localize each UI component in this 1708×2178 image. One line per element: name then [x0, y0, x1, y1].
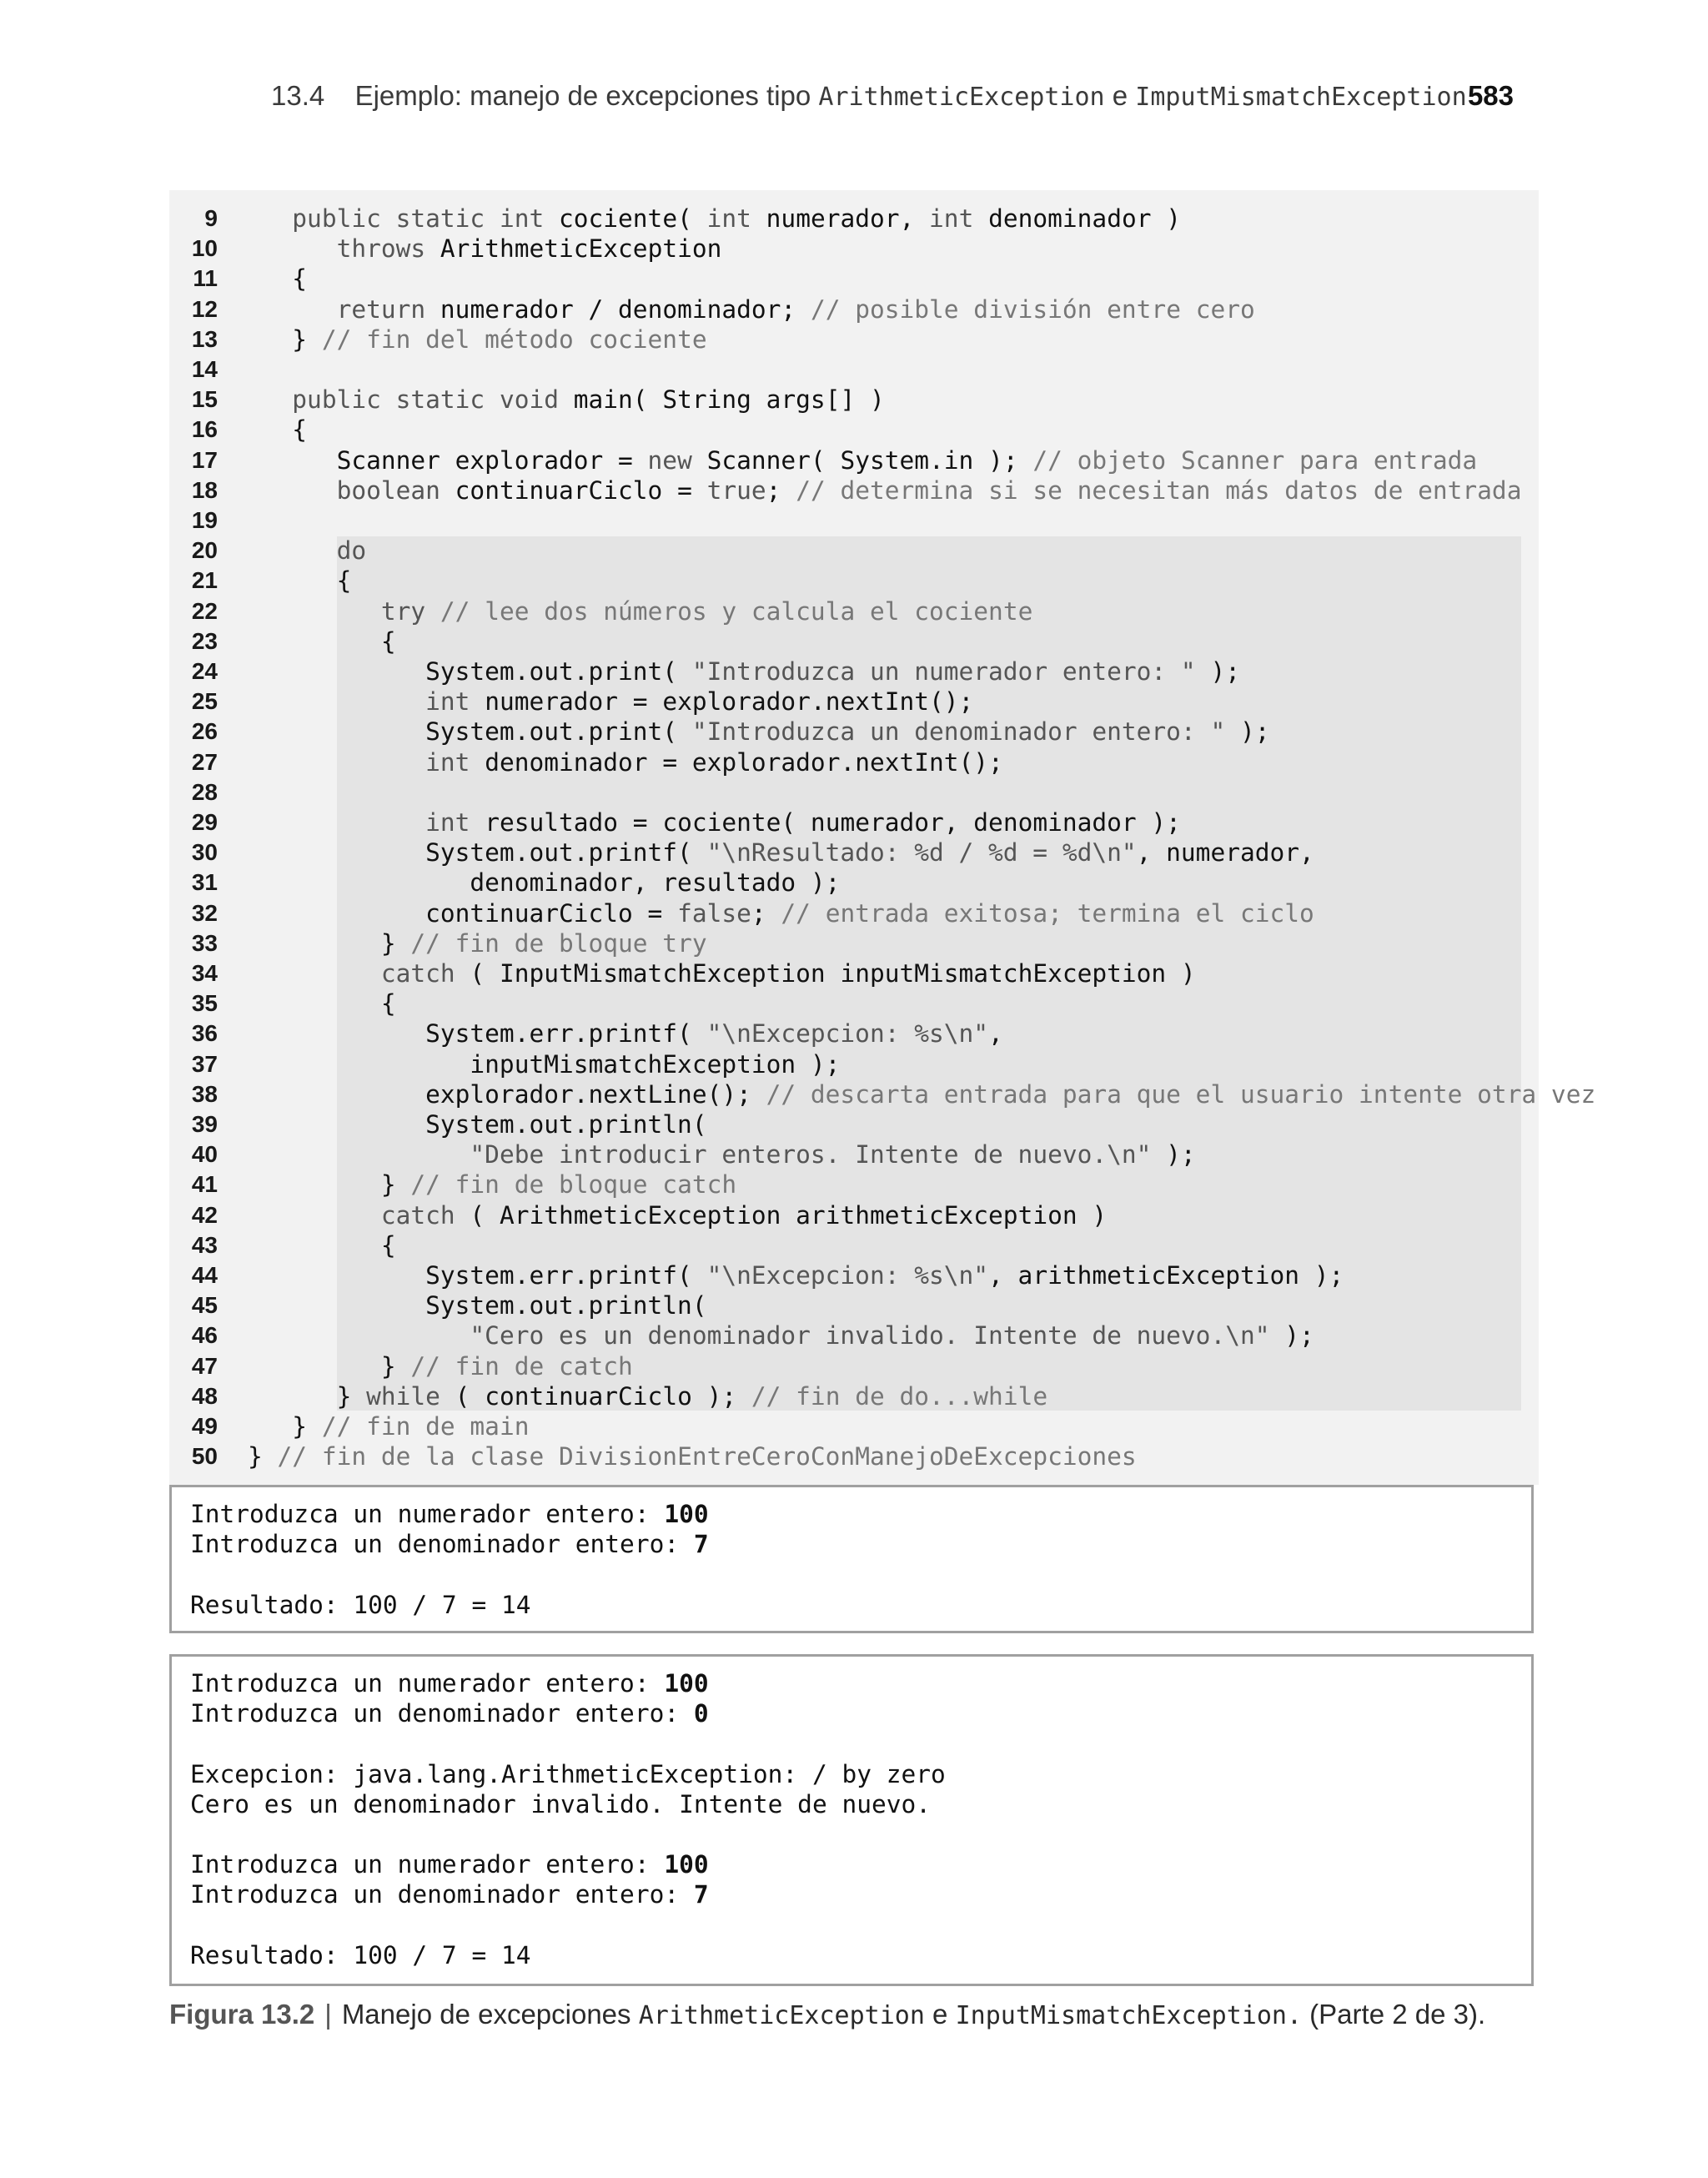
header-code-inputmismatch: ImputMismatchException: [1135, 83, 1467, 112]
line-number: 28: [191, 778, 218, 805]
code-text: [248, 748, 425, 777]
section-number: 13.4: [271, 80, 325, 111]
user-input: 7: [693, 1530, 709, 1559]
output-line: [190, 1499, 709, 1529]
code-text: cociente(: [544, 204, 707, 233]
output-text: Introduzca un numerador entero:: [190, 1500, 665, 1528]
line-number: 26: [191, 718, 218, 745]
output-text: Cero es un denominador invalido. Intente de nuevo.: [190, 1789, 932, 1818]
code-line: [248, 385, 885, 415]
code-text: }: [248, 1442, 278, 1471]
code-line: [248, 898, 1314, 928]
code-text: ,: [988, 1019, 1003, 1049]
code-text: );: [1269, 1321, 1314, 1351]
code-text: ( InputMismatchException inputMismatchException ): [455, 959, 1196, 988]
code-string: "Debe introducir enteros. Intente de nuevo.\n": [470, 1140, 1152, 1169]
user-input: 100: [664, 1500, 709, 1528]
line-number: 10: [191, 235, 218, 262]
line-number: 40: [191, 1141, 218, 1168]
caption-text-mid: e: [924, 1999, 956, 2030]
code-text: [248, 204, 292, 233]
line-number: 47: [191, 1352, 218, 1379]
code-line: [248, 1381, 1047, 1411]
line-number: 23: [191, 627, 218, 654]
user-input: 7: [693, 1880, 709, 1909]
code-line: [248, 475, 1521, 506]
code-line: [248, 1079, 1595, 1109]
line-number: 49: [191, 1413, 218, 1439]
code-string: "\nExcepcion: %s\n": [706, 1019, 989, 1049]
output-line: [190, 1849, 709, 1879]
code-comment: // fin de do...while: [751, 1381, 1048, 1411]
code-line: [248, 1200, 1107, 1230]
code-comment: // entrada exitosa; termina el ciclo: [781, 898, 1314, 928]
line-number: 30: [191, 839, 218, 866]
code-string: "Cero es un denominador invalido. Intente de nuevo.\n": [470, 1321, 1270, 1351]
code-text: Scanner( System.in );: [691, 445, 1033, 475]
code-keyword: int: [706, 204, 751, 233]
line-number: 16: [191, 416, 218, 443]
line-number: 25: [191, 688, 218, 715]
code-text: numerador,: [751, 204, 930, 233]
line-number: 45: [191, 1292, 218, 1319]
line-number: 37: [191, 1050, 218, 1077]
line-number: 9: [204, 205, 218, 231]
code-text: [425, 597, 440, 626]
code-comment: // fin de bloque catch: [410, 1170, 737, 1200]
line-number: 36: [191, 1020, 218, 1047]
line-number: 34: [191, 960, 218, 986]
code-line: [248, 958, 1196, 988]
code-text: inputMismatchException );: [248, 1049, 841, 1079]
header-title-text: Ejemplo: manejo de excepciones tipo: [354, 80, 819, 111]
caption-code-arithmetic: ArithmeticException: [638, 2001, 925, 2030]
code-string: "Introduzca un numerador entero: ": [691, 657, 1196, 686]
code-line: [248, 445, 1477, 475]
code-text: [248, 1140, 470, 1169]
code-keyword: true: [706, 475, 766, 505]
code-text: Scanner explorador =: [248, 445, 648, 475]
code-text: numerador = explorador.nextInt();: [470, 687, 974, 717]
code-line: [248, 1441, 1137, 1471]
output-line: [190, 1879, 709, 1909]
line-number: 42: [191, 1201, 218, 1228]
line-number: 39: [191, 1111, 218, 1137]
code-text: }: [248, 928, 411, 958]
user-input: 100: [664, 1850, 709, 1879]
code-line: [248, 1351, 633, 1381]
line-number: 13: [191, 325, 218, 352]
code-line: [248, 1139, 1196, 1169]
code-comment: // fin de la clase DivisionEntreCeroConManejoDeExcepciones: [277, 1442, 1137, 1471]
line-number: 38: [191, 1080, 218, 1107]
code-comment: // objeto Scanner para entrada: [1032, 445, 1478, 475]
caption-separator: |: [324, 1999, 332, 2030]
code-line: [248, 1260, 1344, 1290]
line-number: 19: [191, 507, 218, 533]
line-number: 20: [191, 537, 218, 564]
code-text: {: [248, 566, 352, 596]
code-line: [248, 988, 396, 1019]
line-number: 43: [191, 1231, 218, 1258]
code-comment: // descarta entrada para que el usuario intente otra vez: [766, 1079, 1596, 1109]
code-text: [248, 687, 425, 716]
code-keyword: new: [647, 445, 692, 475]
code-string: "\nResultado: %d / %d = %d\n": [706, 838, 1137, 868]
line-number: 27: [191, 748, 218, 775]
code-line: [248, 294, 1255, 324]
line-number: 35: [191, 990, 218, 1017]
code-line: [248, 234, 721, 264]
line-number: 15: [191, 386, 218, 413]
code-text: {: [248, 264, 308, 294]
user-input: 0: [693, 1699, 709, 1728]
code-keyword: int: [425, 808, 470, 837]
code-line: [248, 1169, 736, 1200]
code-text: );: [1151, 1140, 1196, 1169]
code-text: }: [248, 1170, 411, 1200]
code-text: [248, 234, 337, 263]
header-code-arithmetic: ArithmeticException: [818, 83, 1105, 112]
code-text: System.out.printf(: [248, 838, 707, 868]
code-comment: // determina si se necesitan más datos de entrada: [796, 475, 1522, 505]
code-text: ( ArithmeticException arithmeticException ): [455, 1200, 1108, 1230]
code-comment: // fin de bloque try: [410, 928, 707, 958]
code-comment: // fin del método cociente: [321, 324, 707, 354]
code-line: [248, 264, 307, 294]
code-text: }: [248, 1381, 367, 1411]
code-text: main( String args[] ): [559, 385, 885, 415]
output-text: Introduzca un denominador entero:: [190, 1530, 694, 1559]
code-text: denominador ): [973, 204, 1181, 233]
code-text: , arithmeticException );: [988, 1261, 1344, 1290]
user-input: 100: [664, 1669, 709, 1698]
code-line: [248, 1109, 707, 1139]
code-text: }: [248, 324, 322, 354]
code-line: [248, 1320, 1314, 1351]
code-comment: // lee dos números y calcula el cociente: [440, 596, 1033, 626]
line-number: 29: [191, 809, 218, 835]
line-number: 46: [191, 1322, 218, 1349]
output-window-2: [169, 1654, 1534, 1986]
code-text: resultado = cociente( numerador, denominador );: [470, 808, 1181, 837]
code-line: [248, 656, 1240, 687]
line-number: 22: [191, 597, 218, 624]
code-line: [248, 204, 1181, 234]
code-comment: // posible división entre cero: [810, 294, 1255, 324]
code-text: explorador.nextLine();: [248, 1079, 766, 1109]
code-text: );: [1195, 657, 1240, 686]
code-line: [248, 324, 707, 355]
code-text: {: [248, 415, 308, 445]
line-number: 11: [193, 265, 218, 292]
code-line: [248, 566, 351, 596]
code-text: [248, 959, 381, 988]
code-text: System.out.println(: [248, 1110, 707, 1139]
figure-caption: [169, 1999, 1485, 2030]
code-keyword: throws: [336, 234, 426, 264]
code-line: [248, 747, 1003, 777]
code-line: [248, 868, 840, 898]
code-keyword: return: [336, 294, 426, 324]
code-keyword: false: [677, 898, 751, 928]
code-line: [248, 687, 973, 717]
output-window-1: [169, 1485, 1534, 1633]
output-text: Resultado: 100 / 7 = 14: [190, 1590, 531, 1619]
code-text: numerador / denominador;: [425, 294, 811, 324]
code-line: [248, 717, 1270, 747]
line-number: 33: [191, 929, 218, 956]
code-comment: // fin de main: [321, 1412, 530, 1441]
running-header: [271, 80, 1514, 122]
code-text: System.out.println(: [248, 1291, 707, 1320]
caption-code-inputmismatch: InputMismatchException.: [955, 2001, 1303, 2030]
code-line: [248, 837, 1314, 868]
code-keyword: public static void: [292, 385, 559, 415]
output-line: [190, 1529, 709, 1559]
line-number: 48: [191, 1382, 218, 1409]
code-keyword: int: [425, 747, 470, 777]
code-line: [248, 1290, 707, 1320]
code-line: [248, 415, 307, 445]
code-text: }: [248, 1351, 411, 1381]
code-text: {: [248, 1230, 396, 1260]
figure-label: Figura 13.2: [169, 1999, 315, 2030]
code-keyword: do: [336, 536, 367, 566]
code-text: );: [1225, 717, 1270, 747]
code-text: [248, 476, 337, 505]
code-comment: // fin de catch: [410, 1351, 633, 1381]
code-text: }: [248, 1412, 322, 1441]
output-text: Introduzca un numerador entero:: [190, 1850, 665, 1879]
output-text: Resultado: 100 / 7 = 14: [190, 1940, 531, 1969]
caption-text-post: (Parte 2 de 3).: [1302, 1999, 1486, 2030]
header-title-mid: e: [1104, 80, 1136, 111]
line-number: 50: [191, 1443, 218, 1470]
line-number: 31: [191, 869, 218, 896]
code-text: ;: [751, 898, 781, 928]
code-text: System.err.printf(: [248, 1019, 707, 1049]
code-keyword: while: [366, 1381, 440, 1411]
code-line: [248, 1049, 840, 1079]
code-text: [248, 385, 292, 414]
code-text: [248, 536, 337, 565]
code-text: System.out.print(: [248, 717, 692, 747]
code-text: ( continuarCiclo );: [440, 1381, 751, 1411]
code-string: "\nExcepcion: %s\n": [706, 1261, 989, 1290]
line-number: 21: [191, 567, 218, 594]
code-text: [248, 1201, 381, 1230]
output-text: Introduzca un denominador entero:: [190, 1880, 694, 1909]
code-keyword: int: [425, 687, 470, 717]
line-number: 24: [191, 658, 218, 684]
line-number: 18: [191, 476, 218, 503]
code-keyword: public static int: [292, 204, 545, 233]
caption-text: Manejo de excepciones: [341, 1999, 639, 2030]
code-line: [248, 1019, 1003, 1049]
code-text: [248, 1321, 470, 1350]
code-line: [248, 928, 707, 958]
code-text: , numerador,: [1136, 838, 1314, 868]
code-text: [248, 808, 425, 837]
code-text: {: [248, 989, 396, 1019]
code-text: denominador = explorador.nextInt();: [470, 747, 1003, 777]
code-keyword: boolean: [336, 475, 440, 505]
output-line: [190, 1940, 531, 1970]
output-line: [190, 1590, 531, 1620]
line-number: 14: [191, 356, 218, 382]
page-number: 583: [1467, 80, 1514, 111]
code-line: [248, 1230, 396, 1260]
output-text: Introduzca un numerador entero:: [190, 1669, 665, 1698]
output-line: [190, 1789, 931, 1819]
output-text: Introduzca un denominador entero:: [190, 1699, 694, 1728]
line-number: 12: [191, 295, 218, 322]
line-number: 17: [191, 446, 218, 473]
code-text: [248, 295, 337, 324]
code-line: [248, 626, 396, 656]
code-line: [248, 1411, 529, 1441]
output-text: Excepcion: java.lang.ArithmeticException: / by zero: [190, 1759, 946, 1788]
code-keyword: catch: [380, 959, 455, 988]
output-line: [190, 1698, 709, 1728]
output-line: [190, 1759, 946, 1789]
code-text: [248, 597, 381, 626]
line-number: 44: [191, 1262, 218, 1288]
code-keyword: int: [929, 204, 974, 233]
code-text: {: [248, 626, 396, 656]
code-line: [248, 596, 1032, 626]
code-text: continuarCiclo =: [440, 475, 707, 505]
output-line: [190, 1668, 709, 1698]
code-text: denominador, resultado );: [248, 868, 841, 898]
code-line: [248, 536, 366, 566]
code-text: System.out.print(: [248, 657, 692, 686]
code-keyword: try: [380, 596, 426, 626]
code-text: ;: [766, 475, 796, 505]
code-text: ArithmeticException: [425, 234, 722, 264]
code-line: [248, 807, 1181, 837]
line-number: 41: [191, 1171, 218, 1198]
code-keyword: catch: [380, 1200, 455, 1230]
code-text: System.err.printf(: [248, 1261, 707, 1290]
code-text: continuarCiclo =: [248, 898, 678, 928]
code-string: "Introduzca un denominador entero: ": [691, 717, 1226, 747]
line-number: 32: [191, 899, 218, 926]
